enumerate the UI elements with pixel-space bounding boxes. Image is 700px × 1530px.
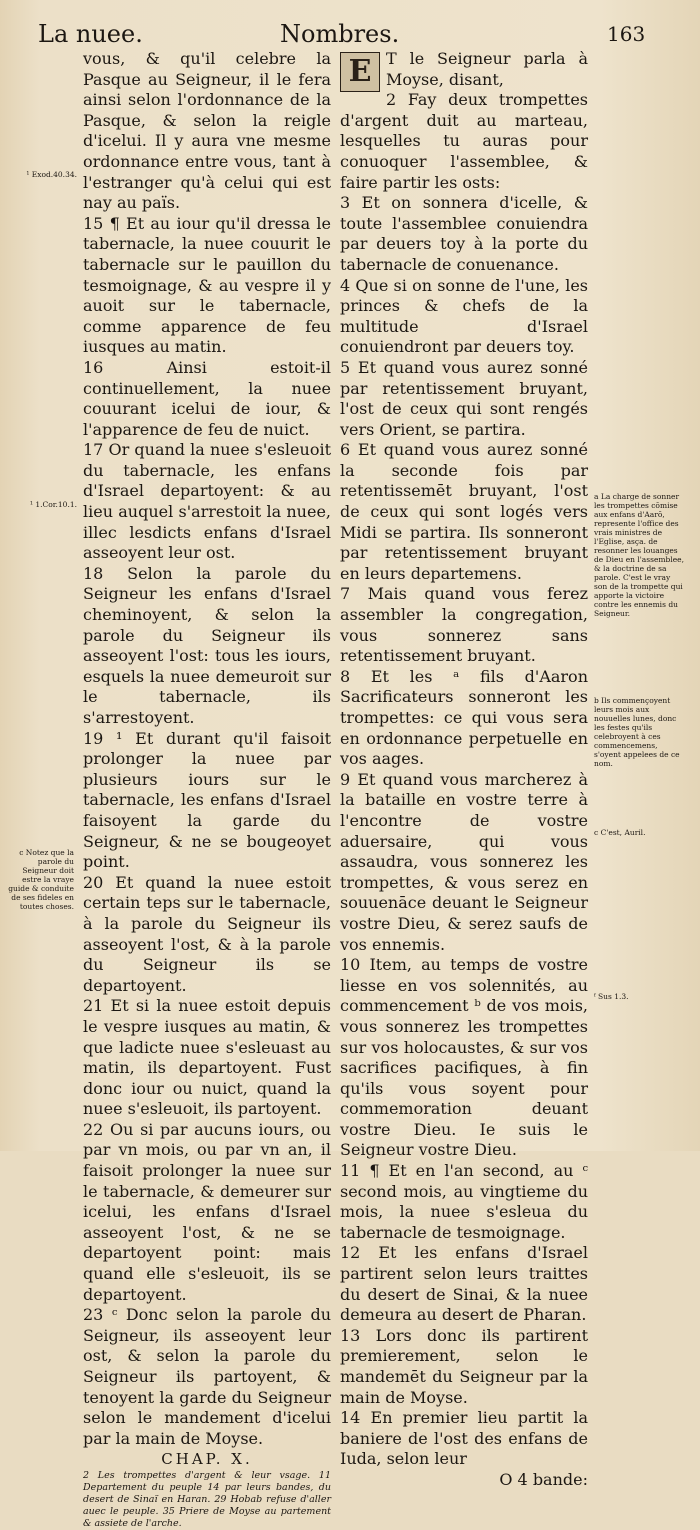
verse-text: 2 Fay deux trompettes d'argent duit au marteau, lesquelles tu auras pour conuoquer l'assemblee, & faire partir les osts:: [340, 90, 588, 192]
verse-text: 20 Et quand la nuee estoit certain teps sur le tabernacle, à la parole du Seigneur ils asseoyent l'ost, & à la parole du Seigneur ils se departoyent.: [83, 872, 331, 995]
verse-text: 22 Ou si par aucuns iours, ou par vn mois, ou par vn an, il faisoit prolonger la nuee sur le tabernacle, & demeurer sur icelui, les enfans d'Israel asseoyent l'ost, & ne se departoyent point: mais quand elle s'esleuoit, ils se departoyent.: [83, 1119, 331, 1304]
verse-text: 9 Et quand vous marcherez à la bataille en vostre terre à l'encontre de vostre aduersaire, qui vous assaudra, vous sonnerez les trompettes, & vous serez en souuenāce deuant le Seigneur vostre Dieu, & serez saufs de vos ennemis.: [340, 769, 588, 954]
margin-note-right: b Ils commençoyent leurs mois aux nouuelles lunes, donc les festes qu'ils celebroyent à ces commencemens, s'oyent appelees de ce nom.: [594, 696, 680, 768]
verse-text: 18 Selon la parole du Seigneur les enfans d'Israel cheminoyent, & selon la parole du Seigneur ils asseoyent l'ost: tous les iours, esquels la nuee demeuroit sur le tabernacle, ils s'arrestoyent.: [83, 563, 331, 727]
signature-catchword: O 4 bande:: [499, 1469, 588, 1489]
verse-text: 8 Et les ᵃ fils d'Aaron Sacrificateurs sonneront les trompettes: ce qui vous sera en ordonnance perpetuelle en vos aages.: [340, 666, 588, 769]
verse-text: 12 Et les enfans d'Israel partirent selon leurs traittes du desert de Sinai, & la nuee demeura au desert de Pharan.: [340, 1243, 588, 1325]
verse-text: 14 En premier lieu partit la baniere de l'ost des enfans de Iuda, selon leur: [340, 1408, 588, 1469]
verse-text: 7 Mais quand vous ferez assembler la congregation, vous sonnerez sans retentissement bruyant.: [340, 584, 588, 666]
verse-text: 16 Ainsi estoit-il continuellement, la nuee couurant icelui de iour, & l'apparence de feu de nuict.: [83, 357, 331, 439]
chapter-heading: CHAP. X.: [161, 1450, 253, 1469]
margin-note-right: c C'est, Auril.: [594, 828, 646, 837]
margin-note-right: ᶠ Sus 1.3.: [594, 992, 629, 1001]
drop-cap: E: [340, 52, 380, 92]
verse-text: 10 Item, au temps de vostre liesse en vos solennités, au commencement ᵇ de vos mois, vous sonnerez les trompettes sur vos holocaustes, & sur vos sacrifices pacifiques, à fin qu'ils vous soyent pour commemoration deuant vostre Dieu. Ie suis le Seigneur vostre Dieu.: [340, 955, 588, 1160]
margin-note-left: c Notez que la parole du Seigneur doit estre la vraye guide & conduite de ses fideles en toutes choses.: [8, 848, 74, 911]
chapter-summary: 2 Les trompettes d'argent & leur vsage. 11 Departement du peuple 14 par leurs bandes, du desert de Sinaï en Haran. 29 Hobab refuse d'aller auec le peuple. 35 Priere de Moyse au partement & assiete de l'arche.: [83, 1469, 331, 1529]
margin-note-right: a La charge de sonner les trompettes cōmise aux enfans d'Aarō, represente l'office des vrais ministres de l'Eglise, asça. de resonner les louanges de Dieu en l'assemblee, & la doctrine de sa parole. C'est le vray son de la trompette qui apporte la victoire contre les ennemis du Seigneur.: [594, 492, 684, 618]
verse-text: 23 ᶜ Donc selon la parole du Seigneur, ils asseoyent leur ost, & selon la parole du Seigneur ils partoyent, & tenoyent la garde du Seigneur selon le mandement d'icelui par la main de Moyse.: [83, 1305, 331, 1448]
verse-text: vous, & qu'il celebre la Pasque au Seigneur, il le fera ainsi selon l'ordonnance de la Pasque, & selon la reigle d'icelui. Il y aura vne mesme ordonnance entre vous, tant à l'estranger qu'à celui qui est nay au païs.: [83, 49, 331, 213]
right-column: [340, 49, 588, 1491]
verse-text: 13 Lors donc ils partirent premierement, selon le mandemēt du Seigneur par la main de Moyse.: [340, 1325, 588, 1407]
verse-text: 11 ¶ Et en l'an second, au ᶜ second mois, au vingtieme du mois, la nuee s'esleua du tabernacle de tesmoignage.: [340, 1161, 588, 1242]
verse-text: 15 ¶ Et au iour qu'il dressa le tabernacle, la nuee couurit le tabernacle sur le pauillon du tesmoignage, & au vespre il y auoit sur le tabernacle, comme apparence de feu iusques au matin.: [83, 213, 331, 357]
verse-text: 6 Et quand vous aurez sonné la seconde fois par retentissemēt bruyant, l'ost de ceux qui sont logés vers Midi se partira. Ils sonneront par retentissement bruyant en leurs departemens.: [340, 440, 588, 583]
verse-text: 17 Or quand la nuee s'esleuoit du tabernacle, les enfans d'Israel departoyent: & au lieu auquel s'arrestoit la nuee, illec lesdicts enfans d'Israel asseoyent leur ost.: [83, 440, 331, 563]
margin-note-left: ¹ 1.Cor.10.1.: [29, 500, 77, 509]
verse-text: 21 Et si la nuee estoit depuis le vespre iusques au matin, & que ladicte nuee s'esleuast au matin, ils departoyent. Fust donc iour ou nuict, quand la nuee s'esleuoit, ils partoyent.: [83, 996, 331, 1119]
verse-text: 3 Et on sonnera d'icelle, & toute l'assemblee conuiendra par deuers toy à la porte du tabernacle de conuenance.: [340, 193, 588, 274]
running-head-left: La nuee.: [38, 20, 143, 48]
verse-text: 5 Et quand vous aurez sonné par retentissement bruyant, l'ost de ceux qui sont rengés vers Orient, se partira.: [340, 357, 588, 439]
verse-text: 19 ¹ Et durant qu'il faisoit prolonger la nuee par plusieurs iours sur le tabernacle, les enfans d'Israel faisoyent la garde du Seigneur, & ne se bougeoyet point.: [83, 728, 331, 872]
page-number: 163: [607, 22, 646, 46]
margin-note-left: ¹ Exod.40.34.: [26, 170, 77, 179]
verse-text: 4 Que si on sonne de l'une, les princes & chefs de la multitude d'Israel conuiendront par deuers toy.: [340, 275, 588, 357]
left-column: [83, 49, 331, 1530]
verse-text: T le Seigneur parla à Moyse, disant,: [386, 49, 588, 89]
running-head-book: Nombres.: [280, 20, 400, 48]
